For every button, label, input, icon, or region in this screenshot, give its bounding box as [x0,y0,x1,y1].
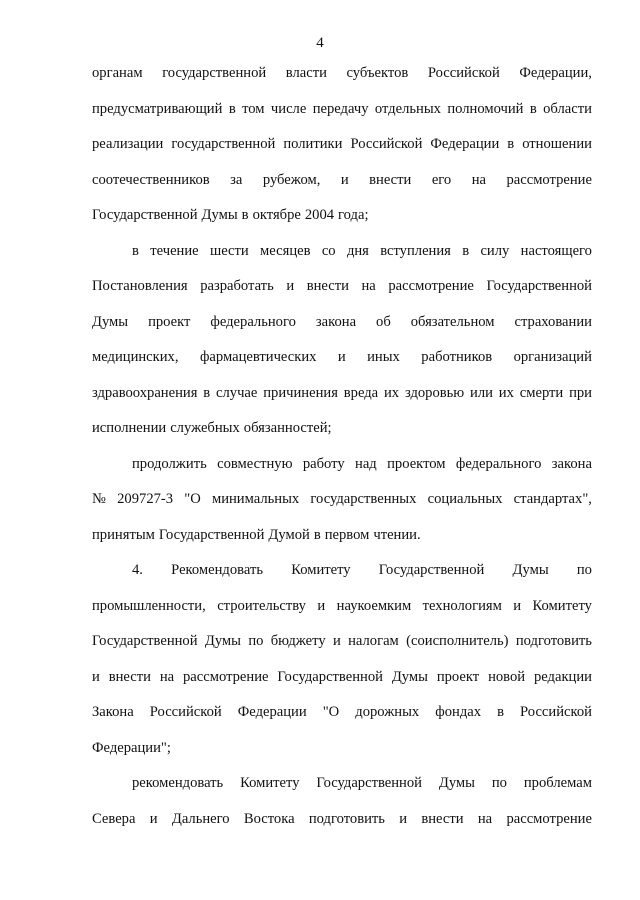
word: том [242,100,265,117]
word: Думы [204,633,241,649]
word: рассмотрение [506,810,592,827]
word: Федерации, [519,65,592,81]
word: здравоохранения [92,384,198,401]
word: рубежом, [262,171,321,188]
word: проект [436,668,480,685]
word: Постановления [92,278,188,294]
word: Федерации [430,136,500,152]
word: по [248,633,264,649]
text-line [92,695,592,731]
word: отношении [522,136,592,152]
word: Российской [350,136,423,152]
word: здоровью [404,384,465,401]
word: дня [346,242,369,259]
word: новой [488,668,526,685]
word: фармацевтических [199,349,317,365]
word: вступления [380,242,451,259]
word: в [529,100,537,117]
word: чтении. [373,526,421,543]
word: проект [148,313,191,330]
word: октябре [252,207,301,223]
word: Севера [92,810,136,827]
text-line [92,589,592,625]
word: его [431,171,452,188]
word: полномочий [447,100,524,117]
word: дорожных [355,704,420,720]
word: подготовить [515,633,592,649]
word: об [376,313,391,330]
word: в [228,100,236,117]
word: силу [480,242,510,259]
word: на [477,810,493,827]
word: и [337,349,346,365]
word: Востока [243,810,295,827]
word: Думой [268,526,310,543]
word: обязательном [410,313,495,330]
page-number: 4 [316,35,324,51]
word: на [471,171,486,188]
word: власти [285,65,327,81]
word: "О [322,704,340,720]
word: в [241,207,249,223]
word: Рекомендовать [171,562,263,578]
word: разработать [200,278,274,294]
word: наукоемким [336,597,412,614]
word: Комитету [291,562,351,578]
word: или [470,384,493,401]
text-line [92,482,592,518]
word: Комитету [240,775,300,791]
word: социальных [427,491,503,507]
word: в [497,704,504,720]
word: течение [150,242,199,259]
word: по [491,775,507,791]
word: минимальных [211,491,300,507]
word: соотечественников [92,171,210,188]
word: за [230,171,243,188]
word: подготовить [308,810,385,827]
word: Думы [92,313,129,330]
word: Комитету [532,597,592,614]
word: промышленности, [92,597,206,614]
word: продолжить [132,455,207,472]
word: и [513,597,522,614]
word: рассмотрение [183,668,269,685]
word: в [132,242,139,259]
word: при [569,384,592,401]
word: на [159,668,175,685]
word: Государственной [92,633,198,649]
word: 2004 [304,207,335,223]
word: и [399,810,408,827]
text-line [92,802,592,838]
word: технологиям [422,597,502,614]
word: Думы [512,562,549,578]
text-line [92,766,592,802]
text-line [92,624,592,660]
word: обязанностей; [243,420,332,436]
word: закона [315,313,357,330]
word: причинения [263,384,338,401]
word: внести [369,171,412,188]
text-line [92,163,592,199]
document-body [92,56,592,837]
word: их [383,384,400,401]
word: принятым [92,526,155,543]
word: исполнении [92,420,167,436]
word: № [92,491,106,507]
word: 4. [132,562,143,578]
word: государственной [171,136,276,152]
text-line [92,731,592,767]
text-line [92,660,592,696]
word: и [286,278,295,294]
word: и [340,171,349,188]
word: работников [421,349,493,365]
word: налогам [348,633,399,649]
text-line [92,92,592,128]
word: совместную [217,455,293,472]
word: в [507,136,515,152]
word: стандартах", [513,491,592,507]
word: (соисполнитель) [406,633,509,649]
word: государственных [310,491,417,507]
word: года; [338,207,369,223]
word: проблемам [523,775,592,791]
word: шести [209,242,249,259]
word: и [317,597,326,614]
word: со [321,242,336,259]
word: настоящего [520,242,592,259]
word: и [149,810,158,827]
word: предусматривающий [92,100,223,117]
word: Думы [201,207,238,223]
word: передачу [312,100,369,117]
text-line [92,447,592,483]
word: субъектов [346,65,409,81]
word: и [332,633,341,649]
word: государственной [162,65,267,81]
word: федерального [455,455,542,472]
word: иных [367,349,400,365]
word: медицинских, [92,349,179,365]
word: Государственной [277,668,383,685]
text-line [92,269,592,305]
word: внести [306,278,349,294]
word: федерального [210,313,296,330]
word: на [361,278,376,294]
word: работу [302,455,345,472]
word: в [462,242,470,259]
word: по [576,562,592,578]
word: проектом [387,455,446,472]
text-line [92,56,592,92]
word: в [203,384,211,401]
word: Государственной [158,526,265,543]
word: Российской [149,704,222,720]
word: "О [184,491,201,507]
word: вреда [343,384,379,401]
word: над [355,455,377,472]
word: Государственной [486,278,592,294]
word: месяцев [260,242,311,259]
word: фондах [435,704,482,720]
word: Думы [438,775,475,791]
word: Думы [391,668,428,685]
word: Государственной [92,207,198,223]
word: Дальнего [171,810,230,827]
word: первом [324,526,370,543]
text-line [92,198,592,234]
word: реализации [92,136,164,152]
word: внести [108,668,151,685]
word: служебных [170,420,240,436]
word: внести [421,810,464,827]
text-line [92,553,592,589]
word: области [543,100,592,117]
word: Федерации"; [92,739,171,756]
word: рассмотрение [506,171,592,188]
text-line [92,411,592,447]
text-line [92,305,592,341]
word: Федерации [237,704,307,720]
word: случае [216,384,258,401]
word: закона [551,455,592,472]
word: политики [283,136,343,152]
word: их [498,384,514,401]
word: строительству [217,597,306,614]
word: организаций [513,349,592,365]
word: числе [270,100,307,117]
word: Государственной [378,562,485,578]
word: редакции [533,668,592,685]
word: рекомендовать [132,775,224,791]
word: Российской [427,65,500,81]
text-line [92,518,592,554]
word: Российской [520,704,592,720]
word: органам [92,65,143,81]
word: смерти [519,384,564,401]
text-line [92,340,592,376]
word: Государственной [316,775,422,791]
word: отдельных [374,100,441,117]
word: страховании [514,313,592,330]
word: рассмотрение [388,278,474,294]
word: 209727-3 [117,491,174,507]
word: и [92,668,100,685]
text-line [92,127,592,163]
word: бюджету [270,633,326,649]
word: Закона [92,704,134,720]
text-line [92,234,592,270]
text-line [92,376,592,412]
word: в [313,526,321,543]
